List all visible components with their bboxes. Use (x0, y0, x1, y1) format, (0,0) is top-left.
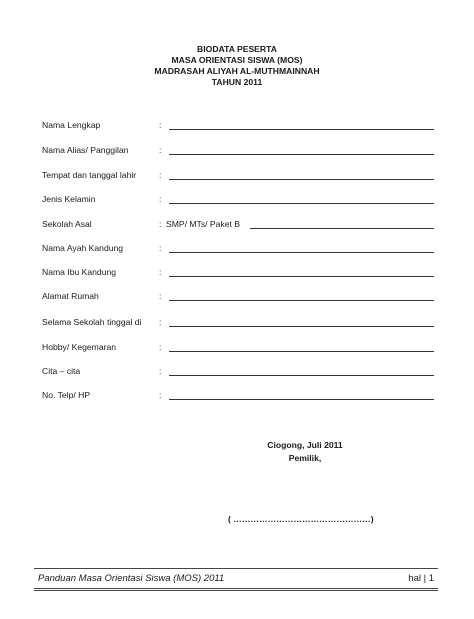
field-label: Sekolah Asal (42, 219, 92, 229)
field-no-telp (42, 390, 434, 404)
signature-name-placeholder: ( …………………………………………) (228, 514, 374, 524)
field-nama-lengkap (42, 120, 434, 134)
field-cita-cita (42, 366, 434, 380)
field-blank-line[interactable] (169, 326, 434, 327)
field-tinggal-di (42, 317, 434, 331)
field-colon: : (159, 390, 162, 400)
field-colon: : (159, 120, 162, 130)
field-blank-line[interactable] (169, 300, 434, 301)
signature-place-date: Ciogong, Juli 2011 (267, 440, 343, 450)
field-blank-line[interactable] (169, 276, 434, 277)
field-blank-line[interactable] (169, 375, 434, 376)
field-colon: : (159, 366, 162, 376)
field-colon: : (159, 219, 162, 229)
field-colon: : (159, 243, 162, 253)
document-header (0, 44, 474, 88)
field-blank-line[interactable] (169, 351, 434, 352)
field-colon: : (159, 317, 162, 327)
field-alamat-rumah (42, 291, 434, 305)
field-colon: : (159, 267, 162, 277)
field-nama-alias (42, 145, 434, 159)
field-label: Hobby/ Kegemaran (42, 342, 117, 352)
field-colon: : (159, 291, 162, 301)
field-label: Tempat dan tanggal lahir (42, 170, 137, 180)
field-label: Nama Alias/ Panggilan (42, 145, 129, 155)
field-colon: : (159, 145, 162, 155)
field-label: Cita – cita (42, 366, 81, 376)
field-nama-ayah (42, 243, 434, 257)
field-sekolah-asal (42, 219, 434, 233)
field-hobby (42, 342, 434, 356)
field-blank-line[interactable] (169, 399, 434, 400)
field-tempat-tanggal-lahir (42, 170, 434, 184)
field-colon: : (159, 170, 162, 180)
header-line-3: MADRASAH ALIYAH AL-MUTHMAINNAH (154, 66, 320, 76)
field-blank-line[interactable] (169, 203, 434, 204)
field-label: No. Telp/ HP (42, 390, 91, 400)
header-line-2: MASA ORIENTASI SISWA (MOS) (171, 55, 303, 65)
field-colon: : (159, 194, 162, 204)
footer-title: Panduan Masa Orientasi Siswa (MOS) 2011 (38, 573, 225, 584)
field-label: Jenis Kelamin (42, 194, 96, 204)
field-jenis-kelamin (42, 194, 434, 208)
field-colon: : (159, 342, 162, 352)
page-number: hal | 1 (408, 573, 434, 584)
field-label: Alamat Rumah (42, 291, 99, 301)
field-blank-line[interactable] (250, 228, 434, 229)
field-nama-ibu (42, 267, 434, 281)
field-label: Selama Sekolah tinggal di (42, 317, 142, 327)
field-blank-line[interactable] (169, 154, 434, 155)
header-line-4: TAHUN 2011 (211, 77, 263, 87)
header-line-1: BIODATA PESERTA (197, 44, 277, 54)
field-blank-line[interactable] (169, 129, 434, 130)
field-label: Nama Ayah Kandung (42, 243, 124, 253)
field-label: Nama Lengkap (42, 120, 101, 130)
signature-owner-label: Pemilik, (288, 453, 322, 463)
field-blank-line[interactable] (169, 179, 434, 180)
field-label: Nama Ibu Kandung (42, 267, 117, 277)
field-prefix: SMP/ MTs/ Paket B (166, 219, 241, 229)
field-blank-line[interactable] (169, 252, 434, 253)
page-footer (34, 568, 438, 591)
